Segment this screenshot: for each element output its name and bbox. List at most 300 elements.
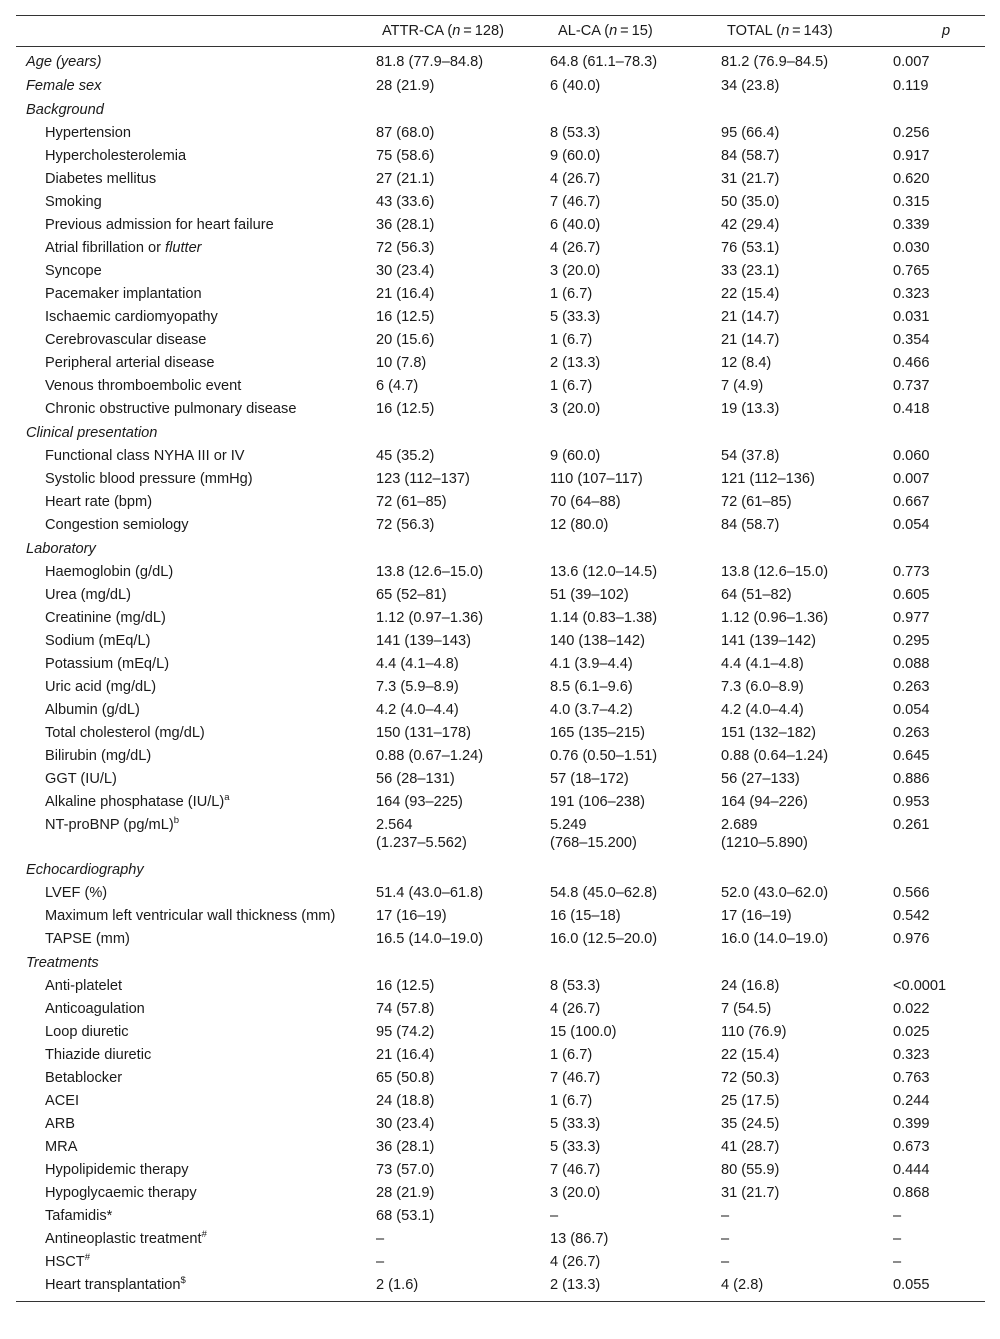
footnote-marker: b <box>173 814 179 826</box>
total-value: 31 (21.7) <box>721 1184 780 1201</box>
p-value: 0.737 <box>893 377 930 394</box>
italic-symbol: n <box>452 23 461 39</box>
p-value: 0.399 <box>893 1115 930 1132</box>
italic-symbol: n <box>781 23 790 39</box>
al-ca-value: 6 (40.0) <box>550 216 601 233</box>
attr-ca-value: 27 (21.1) <box>376 170 435 187</box>
table-row <box>16 375 985 398</box>
al-ca-value: 70 (64–88) <box>550 493 621 510</box>
row-label: Peripheral arterial disease <box>45 354 215 371</box>
footnote-marker: # <box>201 1228 207 1240</box>
table-row <box>16 905 985 928</box>
row-label: Smoking <box>45 193 102 210</box>
table-row <box>16 814 985 858</box>
p-value: 0.088 <box>893 655 930 672</box>
attr-ca-value: 10 (7.8) <box>376 354 427 371</box>
table-row <box>16 352 985 375</box>
baseline-characteristics-table <box>16 15 985 1302</box>
al-ca-value: 4.1 (3.9–4.4) <box>550 655 633 672</box>
table-row <box>16 1182 985 1205</box>
al-ca-value: 9 (60.0) <box>550 447 601 464</box>
attr-ca-value: 123 (112–137) <box>376 470 470 487</box>
total-value: – <box>721 1253 730 1270</box>
p-value: 0.773 <box>893 563 930 580</box>
al-ca-value: 54.8 (45.0–62.8) <box>550 884 658 901</box>
row-label: LVEF (%) <box>45 884 108 901</box>
attr-ca-value: 150 (131–178) <box>376 724 471 741</box>
al-ca-value: 15 (100.0) <box>550 1023 617 1040</box>
p-value: 0.007 <box>893 54 930 70</box>
total-value: 72 (61–85) <box>721 493 792 510</box>
table-row <box>16 1067 985 1090</box>
al-ca-value: 57 (18–172) <box>550 770 629 787</box>
p-value: 0.025 <box>893 1023 930 1040</box>
p-value: – <box>893 1230 902 1247</box>
total-value: 151 (132–182) <box>721 724 816 741</box>
total-value: 72 (50.3) <box>721 1069 780 1086</box>
category-label: Clinical presentation <box>26 424 158 441</box>
row-label <box>16 75 360 98</box>
row-label: NT-proBNP $(pg/mL)^b$ <box>45 814 179 833</box>
table-row <box>16 122 985 145</box>
total-value: 1.12 (0.96–1.36) <box>721 609 829 626</box>
p-value: 0.977 <box>893 609 930 626</box>
row-label: Systolic blood pressure (mmHg) <box>45 470 253 487</box>
attr-ca-value: 72 (56.3) <box>376 516 435 533</box>
attr-ca-value: 74 (57.8) <box>376 1000 435 1017</box>
row-label: Haemoglobin (g/dL) <box>45 563 174 580</box>
total-value: 25 (17.5) <box>721 1092 780 1109</box>
table-row <box>16 468 985 491</box>
table-row <box>16 1251 985 1274</box>
total-value: 95 (66.4) <box>721 124 780 141</box>
al-ca-value: 165 (135–215) <box>550 724 645 741</box>
al-ca-value: 4.0 (3.7–4.2) <box>550 701 633 718</box>
al-ca-value: 1 (6.7) <box>550 1046 593 1063</box>
row-label: ACEI <box>45 1092 80 1109</box>
total-value: 16.0 (14.0–19.0) <box>721 930 829 947</box>
row-label: Thiazide diuretic <box>45 1046 152 1063</box>
attr-ca-value: 6 (4.7) <box>376 377 419 394</box>
al-ca-value: 12 (80.0) <box>550 516 609 533</box>
table-row <box>16 791 985 814</box>
p-value: 0.060 <box>893 447 930 464</box>
p-value: 0.295 <box>893 632 930 649</box>
attr-ca-value: 43 (33.6) <box>376 193 435 210</box>
al-ca-value: 7 (46.7) <box>550 1069 601 1086</box>
table-row <box>16 1228 985 1251</box>
row-label: TAPSE (mm) <box>45 930 130 947</box>
footnote-marker: # <box>84 1251 91 1263</box>
al-ca-value: 3 (20.0) <box>550 1184 601 1201</box>
al-ca-value: 64.8 (61.1–78.3) <box>550 54 658 70</box>
total-value: 42 (29.4) <box>721 216 780 233</box>
total-value: 21 (14.7) <box>721 331 780 348</box>
p-value: 0.667 <box>893 493 930 510</box>
attr-ca-value: 68 (53.1) <box>376 1207 435 1224</box>
total-value: 4 (2.8) <box>705 1274 877 1302</box>
al-ca-value: 5 (33.3) <box>550 308 601 325</box>
row-label: Bilirubin (mg/dL) <box>45 747 152 764</box>
table-header <box>16 16 985 47</box>
row-label: Alkaline phosphatase $(IU/L)^a$ <box>45 791 230 810</box>
p-value: 0.673 <box>893 1138 930 1155</box>
al-ca-value: – <box>550 1207 559 1224</box>
total-value: 50 (35.0) <box>721 193 780 210</box>
attr-ca-value: 30 (23.4) <box>376 1115 435 1132</box>
row-label: Antineoplastic treatment# <box>45 1228 207 1247</box>
attr-ca-value: 21 (16.4) <box>376 1046 435 1063</box>
al-ca-value: 2 (13.3) <box>550 354 601 371</box>
total-value: – <box>721 1207 730 1224</box>
total-value: 84 (58.7) <box>721 516 780 533</box>
p-value: 0.263 <box>893 678 930 695</box>
total-value: 7.3 (6.0–8.9) <box>721 678 804 695</box>
row-label: Atrial fibrillation or flutter <box>45 239 202 256</box>
attr-ca-value: 51.4 (43.0–61.8) <box>376 884 484 901</box>
p-value: 0.054 <box>893 701 930 718</box>
al-ca-value: 1 (6.7) <box>550 1092 593 1109</box>
footnote-marker: a <box>224 791 230 803</box>
p-value: 0.466 <box>893 354 930 371</box>
row-label: Venous thromboembolic event <box>45 377 242 394</box>
attr-ca-value: 21 (16.4) <box>376 285 435 302</box>
total-value: 76 (53.1) <box>721 239 780 256</box>
attr-ca-value: 72 (56.3) <box>376 239 435 256</box>
table-row <box>16 1090 985 1113</box>
al-ca-value: 8 (53.3) <box>550 977 601 994</box>
row-label: Anticoagulation <box>45 1000 145 1017</box>
table-row <box>16 445 985 468</box>
row-label: Total cholesterol (mg/dL) <box>45 724 205 741</box>
total-value: 31 (21.7) <box>721 170 780 187</box>
al-ca-value: 5 (33.3) <box>550 1115 601 1132</box>
row-label: Uric acid (mg/dL) <box>45 678 157 695</box>
total-value: 4.4 (4.1–4.8) <box>721 655 804 672</box>
footnote-marker: $ <box>180 1274 186 1286</box>
table-row <box>16 491 985 514</box>
header-p-value <box>877 16 985 47</box>
attr-ca-value: 16 (12.5) <box>376 308 435 325</box>
category-label: Background <box>26 101 104 118</box>
italic-symbol: n <box>609 23 618 39</box>
category-row <box>16 98 985 122</box>
row-label: GGT (IU/L) <box>45 770 117 787</box>
attr-ca-value: 65 (50.8) <box>376 1069 435 1086</box>
attr-ca-value: 73 (57.0) <box>376 1161 435 1178</box>
table-row <box>16 1205 985 1228</box>
header-attr-ca: ATTR-CA (n = 128) <box>360 16 534 47</box>
table-row <box>16 514 985 537</box>
p-value: 0.354 <box>893 331 930 348</box>
p-value: 0.886 <box>893 770 930 787</box>
row-label: Creatinine (mg/dL) <box>45 609 166 626</box>
table-row <box>16 584 985 607</box>
al-ca-value: 4 (26.7) <box>550 1000 601 1017</box>
attr-ca-value: 56 (28–131) <box>376 770 455 787</box>
total-value: 41 (28.7) <box>721 1138 780 1155</box>
table-row <box>16 145 985 168</box>
p-value: – <box>893 1207 902 1224</box>
al-ca-value: 5 (33.3) <box>550 1138 601 1155</box>
p-value: 0.339 <box>893 216 930 233</box>
al-ca-value: 7 (46.7) <box>550 1161 601 1178</box>
al-ca-value: 2 (13.3) <box>534 1274 705 1302</box>
p-value: 0.868 <box>893 1184 930 1201</box>
table-body <box>16 47 985 1302</box>
al-ca-value: 16.0 (12.5–20.0) <box>550 930 658 947</box>
p-value: 0.315 <box>893 193 930 210</box>
attr-ca-value: 2.564 (1.237–5.562) <box>376 816 467 851</box>
row-label: Previous admission for heart failure <box>45 216 274 233</box>
table-row <box>16 630 985 653</box>
table-row <box>16 237 985 260</box>
total-value: 81.2 (76.9–84.5) <box>721 54 829 70</box>
p-value: 0.022 <box>893 1000 930 1017</box>
attr-ca-value: 28 (21.9) <box>376 77 435 94</box>
attr-ca-value: 28 (21.9) <box>376 1184 435 1201</box>
table-row <box>16 1044 985 1067</box>
total-value: 24 (16.8) <box>721 977 780 994</box>
table-row <box>16 928 985 951</box>
attr-ca-value: 36 (28.1) <box>376 1138 435 1155</box>
al-ca-value: 6 (40.0) <box>550 77 601 94</box>
total-value: 84 (58.7) <box>721 147 780 164</box>
total-value: 35 (24.5) <box>721 1115 780 1132</box>
total-value: 54 (37.8) <box>721 447 780 464</box>
total-value: 164 (94–226) <box>721 793 808 810</box>
p-value: 0.007 <box>893 470 930 487</box>
header-al-ca: AL-CA (n = 15) <box>534 16 705 47</box>
p-value: 0.030 <box>893 239 930 256</box>
row-label: Betablocker <box>45 1069 123 1086</box>
al-ca-value: 13.6 (12.0–14.5) <box>550 563 658 580</box>
attr-ca-value: 75 (58.6) <box>376 147 435 164</box>
p-value: 0.976 <box>893 930 930 947</box>
p-value: <0.0001 <box>893 977 947 994</box>
row-label: Maximum left ventricular wall thickness (mm) <box>45 907 336 924</box>
category-label: Treatments <box>26 954 99 971</box>
p-value: – <box>893 1253 902 1270</box>
row-label: Functional class NYHA III or IV <box>45 447 245 464</box>
al-ca-value: 191 (106–238) <box>550 793 645 810</box>
category-row <box>16 858 985 882</box>
row-label: Tafamidis* <box>45 1207 113 1224</box>
row-label: Hypercholesterolemia <box>45 147 187 164</box>
table-row <box>16 1274 985 1302</box>
row-label: Hypolipidemic therapy <box>45 1161 189 1178</box>
attr-ca-value: 87 (68.0) <box>376 124 435 141</box>
total-value: 12 (8.4) <box>721 354 772 371</box>
header-total: TOTAL (n = 143) <box>705 16 877 47</box>
table-row <box>16 47 985 75</box>
attr-ca-value: 0.88 (0.67–1.24) <box>376 747 484 764</box>
p-value: 0.605 <box>893 586 930 603</box>
row-label: Heart transplantation$ <box>16 1274 360 1302</box>
table-row <box>16 329 985 352</box>
attr-ca-value: 17 (16–19) <box>376 907 447 924</box>
al-ca-value: 4 (26.7) <box>550 170 601 187</box>
total-value: 33 (23.1) <box>721 262 780 279</box>
table-row <box>16 168 985 191</box>
attr-ca-value: 7.3 (5.9–8.9) <box>376 678 459 695</box>
row-label: Anti-platelet <box>45 977 123 994</box>
attr-ca-value: 24 (18.8) <box>376 1092 435 1109</box>
total-value: 21 (14.7) <box>721 308 780 325</box>
p-value: 0.620 <box>893 170 930 187</box>
row-label: Cerebrovascular disease <box>45 331 207 348</box>
attr-ca-value: 81.8 (77.9–84.8) <box>376 54 484 70</box>
table-row <box>16 607 985 630</box>
attr-ca-value: 16 (12.5) <box>376 977 435 994</box>
row-label: HSCT# <box>45 1251 91 1270</box>
row-label-text: Female sex <box>26 77 102 94</box>
table-row <box>16 676 985 699</box>
p-value: 0.256 <box>893 124 930 141</box>
table-row <box>16 191 985 214</box>
row-label: Sodium (mEq/L) <box>45 632 151 649</box>
p-value: 0.763 <box>893 1069 930 1086</box>
al-ca-value: 110 (107–117) <box>550 470 643 487</box>
category-row <box>16 951 985 975</box>
row-label-italic: flutter <box>165 239 202 256</box>
al-ca-value: 7 (46.7) <box>550 193 601 210</box>
al-ca-value: 51 (39–102) <box>550 586 629 603</box>
al-ca-value: 1 (6.7) <box>550 285 593 302</box>
attr-ca-value: 45 (35.2) <box>376 447 435 464</box>
table-row <box>16 306 985 329</box>
table-row <box>16 768 985 791</box>
italic-symbol: p <box>941 23 951 39</box>
total-value: – <box>721 1230 730 1247</box>
row-label: Loop diuretic <box>45 1023 129 1040</box>
p-value: 0.323 <box>893 285 930 302</box>
total-value: 110 (76.9) <box>721 1023 787 1040</box>
attr-ca-value: 95 (74.2) <box>376 1023 435 1040</box>
al-ca-value: 0.76 (0.50–1.51) <box>550 747 658 764</box>
attr-ca-value: 72 (61–85) <box>376 493 447 510</box>
table-row <box>16 699 985 722</box>
total-value: 22 (15.4) <box>721 285 780 302</box>
category-row <box>16 537 985 561</box>
row-label: Urea (mg/dL) <box>45 586 131 603</box>
attr-ca-value: 16 (12.5) <box>376 400 435 417</box>
p-value: 0.645 <box>893 747 930 764</box>
total-value: 2.689 (1210–5.890) <box>721 816 808 851</box>
p-value: 0.261 <box>893 816 930 833</box>
al-ca-value: 16 (15–18) <box>550 907 621 924</box>
row-label: Diabetes mellitus <box>45 170 157 187</box>
row-label: Albumin (g/dL) <box>45 701 140 718</box>
attr-ca-value: 4.4 (4.1–4.8) <box>376 655 459 672</box>
total-value: 64 (51–82) <box>721 586 792 603</box>
table-row <box>16 722 985 745</box>
category-label: Echocardiography <box>26 861 144 878</box>
total-value: 0.88 (0.64–1.24) <box>721 747 829 764</box>
table-row <box>16 214 985 237</box>
al-ca-value: 4 (26.7) <box>550 1253 601 1270</box>
p-value: 0.444 <box>893 1161 930 1178</box>
attr-ca-value: – <box>376 1230 385 1247</box>
al-ca-value: 8 (53.3) <box>550 124 601 141</box>
row-label: Ischaemic cardiomyopathy <box>45 308 218 325</box>
total-value: 56 (27–133) <box>721 770 800 787</box>
al-ca-value: 3 (20.0) <box>550 400 601 417</box>
al-ca-value: 8.5 (6.1–9.6) <box>550 678 633 695</box>
total-value: 7 (54.5) <box>721 1000 772 1017</box>
row-label: Hypertension <box>45 124 131 141</box>
row-label-text: Age (years) <box>26 54 102 70</box>
attr-ca-value: 20 (15.6) <box>376 331 435 348</box>
table-row <box>16 283 985 306</box>
al-ca-value: 13 (86.7) <box>550 1230 609 1247</box>
total-value: 80 (55.9) <box>721 1161 780 1178</box>
attr-ca-value: – <box>376 1253 385 1270</box>
attr-ca-value: 4.2 (4.0–4.4) <box>376 701 459 718</box>
p-value: 0.953 <box>893 793 930 810</box>
table-row <box>16 260 985 283</box>
attr-ca-value: 13.8 (12.6–15.0) <box>376 563 484 580</box>
table-row <box>16 745 985 768</box>
row-label: Pacemaker implantation <box>45 285 202 302</box>
p-value: 0.244 <box>893 1092 930 1109</box>
total-value: 4.2 (4.0–4.4) <box>721 701 804 718</box>
p-value: 0.542 <box>893 907 930 924</box>
al-ca-value: 1 (6.7) <box>550 377 593 394</box>
p-value: 0.418 <box>893 400 930 417</box>
total-value: 19 (13.3) <box>721 400 780 417</box>
p-value: 0.566 <box>893 884 930 901</box>
attr-ca-value: 141 (139–143) <box>376 632 471 649</box>
table-row <box>16 998 985 1021</box>
row-label: Potassium (mEq/L) <box>45 655 170 672</box>
total-value: 17 (16–19) <box>721 907 792 924</box>
table-row <box>16 653 985 676</box>
total-value: 141 (139–142) <box>721 632 816 649</box>
p-value: 0.323 <box>893 1046 930 1063</box>
row-label: ARB <box>45 1115 76 1132</box>
p-value: 0.917 <box>893 147 930 164</box>
category-row <box>16 421 985 445</box>
attr-ca-value: 30 (23.4) <box>376 262 435 279</box>
row-label: Syncope <box>45 262 102 279</box>
p-value: 0.054 <box>893 516 930 533</box>
table-row <box>16 561 985 584</box>
al-ca-value: 140 (138–142) <box>550 632 645 649</box>
table-row <box>16 975 985 998</box>
al-ca-value: 4 (26.7) <box>550 239 601 256</box>
row-label: MRA <box>45 1138 78 1155</box>
p-value: 0.263 <box>893 724 930 741</box>
row-label: Hypoglycaemic therapy <box>45 1184 197 1201</box>
total-value: 13.8 (12.6–15.0) <box>721 563 829 580</box>
attr-ca-value: 65 (52–81) <box>376 586 447 603</box>
table-row <box>16 882 985 905</box>
total-value: 22 (15.4) <box>721 1046 780 1063</box>
table-row <box>16 1136 985 1159</box>
total-value: 121 (112–136) <box>721 470 815 487</box>
row-label <box>16 47 360 75</box>
total-value: 7 (4.9) <box>721 377 764 394</box>
p-value: 0.765 <box>893 262 930 279</box>
table-row <box>16 1113 985 1136</box>
al-ca-value: 3 (20.0) <box>550 262 601 279</box>
al-ca-value: 5.249 (768–15.200) <box>550 816 637 851</box>
total-value: 34 (23.8) <box>721 77 780 94</box>
header-row <box>16 16 985 47</box>
al-ca-value: 1.14 (0.83–1.38) <box>550 609 658 626</box>
al-ca-value: 9 (60.0) <box>550 147 601 164</box>
